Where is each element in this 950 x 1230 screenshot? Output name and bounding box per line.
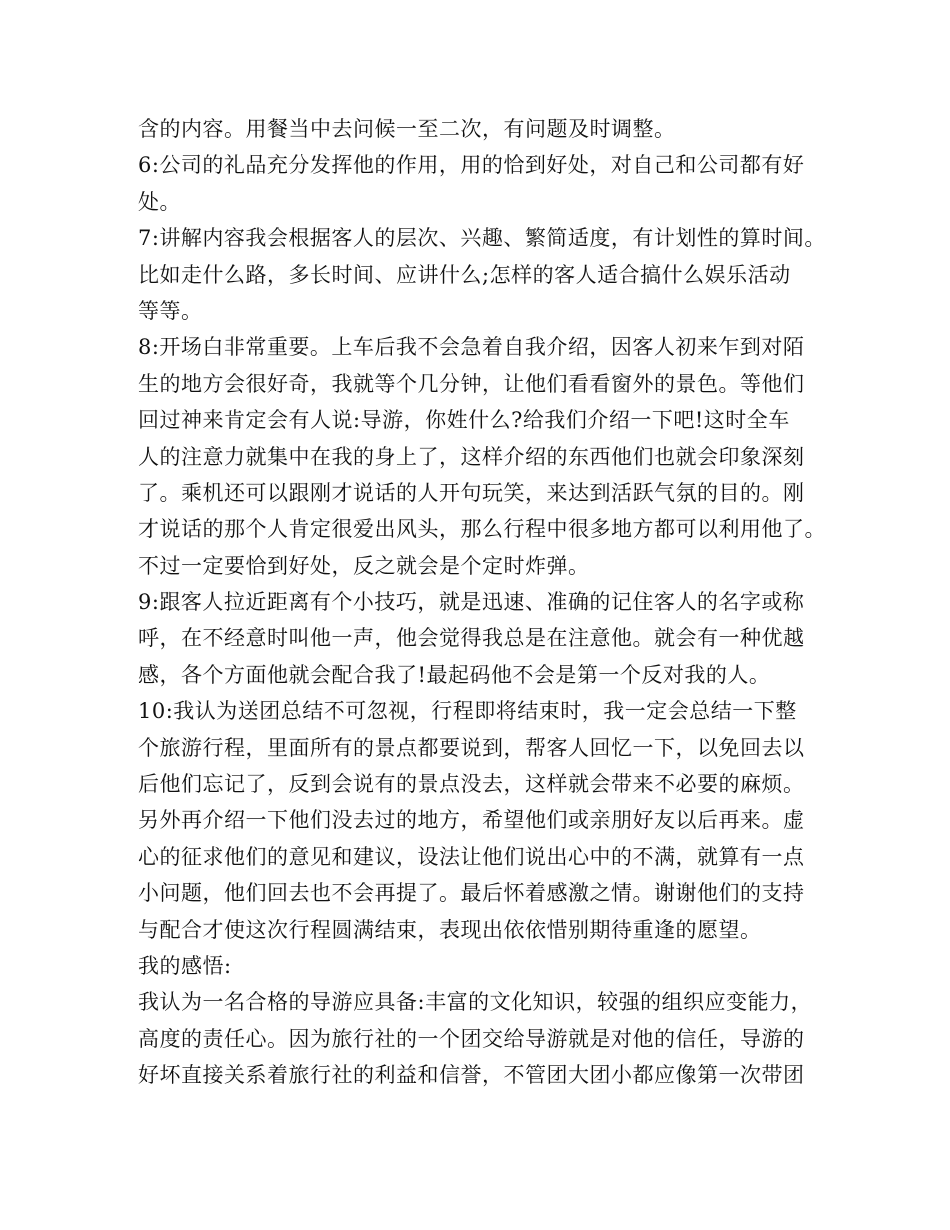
text-line: 比如走什么路，多长时间、应讲什么;怎样的客人适合搞什么娱乐活动 — [138, 262, 791, 287]
text-line: 9:跟客人拉近距离有个小技巧，就是迅速、准确的记住客人的名字或称 — [138, 590, 805, 615]
text-line: 呼，在不经意时叫他一声，他会觉得我总是在注意他。就会有一种优越 — [138, 626, 805, 651]
text-line: 另外再介绍一下他们没去过的地方，希望他们或亲朋好友以后再来。虚 — [138, 808, 805, 833]
text-line: 不过一定要恰到好处，反之就会是个定时炸弹。 — [138, 553, 590, 578]
text-line: 含的内容。用餐当中去问候一至二次，有问题及时调整。 — [138, 117, 676, 141]
text-line: 个旅游行程，里面所有的景点都要说到，帮客人回忆一下，以免回去以 — [138, 735, 805, 760]
text-line: 好坏直接关系着旅行社的利益和信誉，不管团大团小都应像第一次带团 — [138, 1063, 805, 1088]
text-line: 了。乘机还可以跟刚才说话的人开句玩笑，来达到活跃气氛的目的。刚 — [138, 480, 805, 505]
text-line: 我的感悟: — [138, 953, 232, 978]
text-line: 6:公司的礼品充分发挥他的作用，用的恰到好处，对自己和公司都有好 — [138, 153, 805, 178]
text-line: 回过神来肯定会有人说:导游，你姓什么?给我们介绍一下吧!这时全车 — [138, 408, 790, 433]
text-line: 高度的责任心。因为旅行社的一个团交给导游就是对他的信任，导游的 — [138, 1026, 805, 1051]
text-line: 心的征求他们的意见和建议，设法让他们说出心中的不满，就算有一点 — [138, 844, 805, 869]
text-line: 生的地方会很好奇，我就等个几分钟，让他们看看窗外的景色。等他们 — [138, 371, 805, 396]
text-line: 与配合才使这次行程圆满结束，表现出依依惜别期待重逢的愿望。 — [138, 917, 762, 942]
text-line: 感，各个方面他就会配合我了!最起码他不会是第一个反对我的人。 — [138, 662, 771, 687]
text-line: 人的注意力就集中在我的身上了，这样介绍的东西他们也就会印象深刻 — [138, 444, 805, 469]
text-line: 后他们忘记了，反到会说有的景点没去，这样就会带来不必要的麻烦。 — [138, 772, 805, 797]
text-line: 10:我认为送团总结不可忽视，行程即将结束时，我一定会总结一下整 — [138, 699, 797, 724]
text-line: 处。 — [138, 189, 181, 214]
text-line: 小问题，他们回去也不会再提了。最后怀着感激之情。谢谢他们的支持 — [138, 881, 805, 906]
text-line: 才说话的那个人肯定很爱出风头，那么行程中很多地方都可以利用他了。 — [138, 517, 826, 542]
document-body-text — [138, 111, 838, 1094]
text-line: 等等。 — [138, 298, 203, 323]
text-line: 我认为一名合格的导游应具备:丰富的文化知识，较强的组织应变能力， — [138, 990, 813, 1015]
text-line: 8:开场白非常重要。上车后我不会急着自我介绍，因客人初来乍到对陌 — [138, 335, 805, 360]
text-line: 7:讲解内容我会根据客人的层次、兴趣、繁简适度，有计划性的算时间。 — [138, 226, 826, 251]
